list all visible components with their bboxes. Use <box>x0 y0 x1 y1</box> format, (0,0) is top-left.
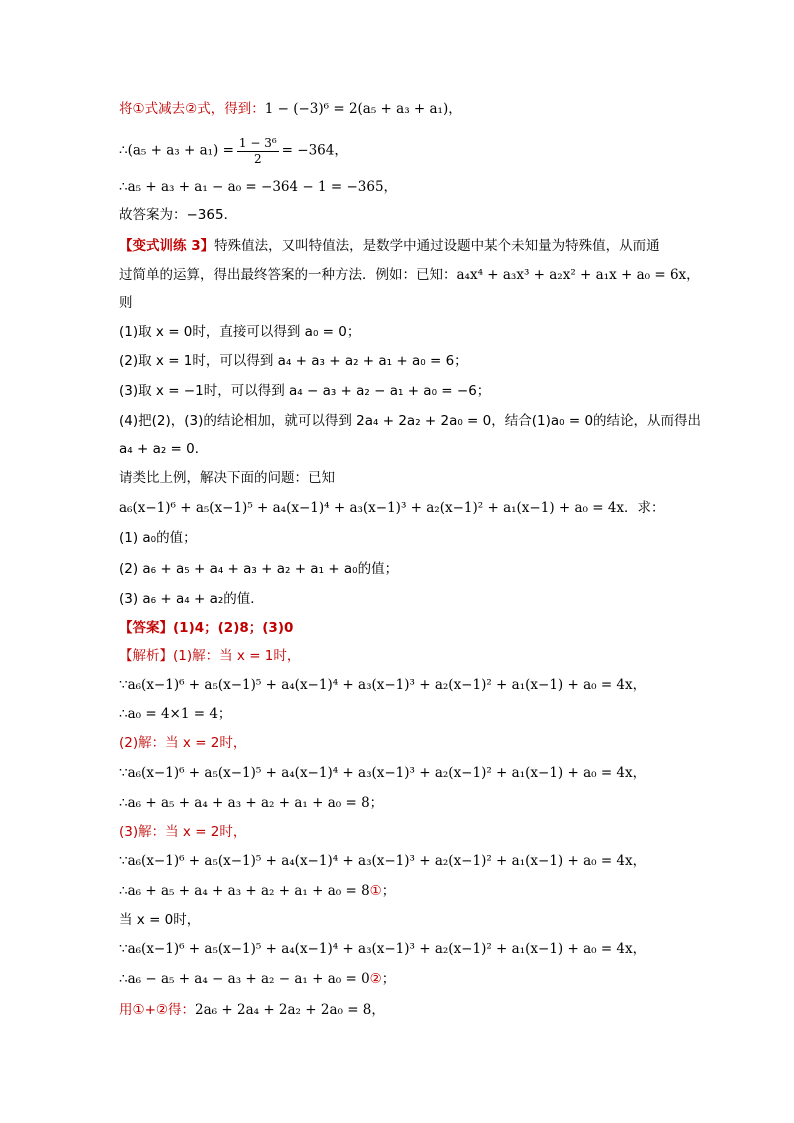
equation: ∴a₆ + a₅ + a₄ + a₃ + a₂ + a₁ + a₀ = 8 <box>119 883 370 899</box>
line-step-2: (2)取 x = 1时，可以得到 a₄ + a₃ + a₂ + a₁ + a₀ = 6； <box>119 353 468 369</box>
equation-left: ∴(a₅ + a₃ + a₁) = <box>119 142 234 159</box>
equation-marker-1: ① <box>369 883 382 899</box>
line-example-known <box>119 267 700 283</box>
line-subtract-equations <box>119 101 462 117</box>
line-analysis-3-equation: ∵a₆(x−1)⁶ + a₅(x−1)⁵ + a₄(x−1)⁴ + a₃(x−1)³ + a₂(x−1)² + a₁(x−1) + a₀ = 4x， <box>119 853 647 869</box>
equation: 2a₆ + 2a₄ + 2a₂ + 2a₀ = 8， <box>195 1002 385 1018</box>
fraction <box>237 136 279 166</box>
line-answer: 【答案】(1)4；(2)8；(3)0 <box>119 620 294 636</box>
paragraph-text: 过简单的运算，得出最终答案的一种方法．例如：已知： <box>119 267 457 283</box>
equation-right: = −364， <box>281 142 348 159</box>
paragraph-text: 特殊值法，又叫特值法，是数学中通过设题中某个未知量为特殊值，从而通 <box>214 238 660 254</box>
punctuation: ； <box>381 971 396 987</box>
punctuation: ； <box>381 883 396 899</box>
line-then: 则 <box>119 295 133 311</box>
line-question-1: (1) a₀的值； <box>119 530 197 546</box>
line-analysis-2-result: ∴a₆ + a₅ + a₄ + a₃ + a₂ + a₁ + a₀ = 8； <box>119 795 384 811</box>
fraction-numerator: 1 − 3⁶ <box>238 136 277 150</box>
line-problem-equation: a₆(x−1)⁶ + a₅(x−1)⁵ + a₄(x−1)⁴ + a₃(x−1)³ + a₂(x−1)² + a₁(x−1) + a₀ = 4x．求： <box>119 500 665 516</box>
instruction-text: 用①+②得： <box>119 1002 196 1018</box>
line-analysis-1-equation: ∵a₆(x−1)⁶ + a₅(x−1)⁵ + a₄(x−1)⁴ + a₃(x−1)³ + a₂(x−1)² + a₁(x−1) + a₀ = 4x， <box>119 677 647 693</box>
line-add-equations <box>119 1002 385 1018</box>
line-question-3: (3) a₆ + a₄ + a₂的值． <box>119 591 264 607</box>
equation-marker-2: ② <box>369 971 382 987</box>
line-analysis-3: (3)解：当 x = 2时， <box>119 824 247 840</box>
line-step-3: (3)取 x = −1时，可以得到 a₄ − a₃ + a₂ − a₁ + a₀ = −6； <box>119 383 491 399</box>
line-analysis-3-equation-b: ∵a₆(x−1)⁶ + a₅(x−1)⁵ + a₄(x−1)⁴ + a₃(x−1)³ + a₂(x−1)² + a₁(x−1) + a₀ = 4x， <box>119 941 647 957</box>
line-step-4: (4)把(2)，(3)的结论相加，就可以得到 2a₄ + 2a₂ + 2a₀ = 0，结合(1)a₀ = 0的结论，从而得出 <box>119 413 702 429</box>
line-problem-intro: 请类比上例，解决下面的问题：已知 <box>119 470 335 486</box>
line-variant-training-3 <box>119 238 660 254</box>
line-analysis-2-equation: ∵a₆(x−1)⁶ + a₅(x−1)⁵ + a₄(x−1)⁴ + a₃(x−1)³ + a₂(x−1)² + a₁(x−1) + a₀ = 4x， <box>119 765 647 781</box>
line-analysis-3-result <box>119 883 395 899</box>
fraction-denominator: 2 <box>253 152 262 166</box>
line-analysis-3-result-b <box>119 971 395 987</box>
equation: ∴a₆ − a₅ + a₄ − a₃ + a₂ − a₁ + a₀ = 0 <box>119 971 370 987</box>
instruction-text: 将①式减去②式，得到： <box>119 101 265 117</box>
line-step-1: (1)取 x = 0时，直接可以得到 a₀ = 0； <box>119 324 361 340</box>
line-analysis-1-result: ∴a₀ = 4×1 = 4； <box>119 706 232 722</box>
line-conclusion-equation: ∴a₅ + a₃ + a₁ − a₀ = −364 − 1 = −365， <box>119 179 398 195</box>
line-final-answer: 故答案为：−365． <box>119 207 238 223</box>
section-tag: 【变式训练 3】 <box>119 238 215 254</box>
line-when-x-zero: 当 x = 0时， <box>119 912 201 928</box>
line-analysis-1: 【解析】(1)解：当 x = 1时， <box>119 648 301 664</box>
line-step-4-result: a₄ + a₂ = 0． <box>119 441 209 457</box>
line-question-2: (2) a₆ + a₅ + a₄ + a₃ + a₂ + a₁ + a₀的值； <box>119 561 399 577</box>
equation: a₄x⁴ + a₃x³ + a₂x² + a₁x + a₀ = 6x， <box>456 267 700 283</box>
equation: 1 − (−3)⁶ = 2(a₅ + a₃ + a₁)， <box>264 101 462 117</box>
line-analysis-2: (2)解：当 x = 2时， <box>119 735 247 751</box>
line-fraction-result <box>119 136 348 166</box>
